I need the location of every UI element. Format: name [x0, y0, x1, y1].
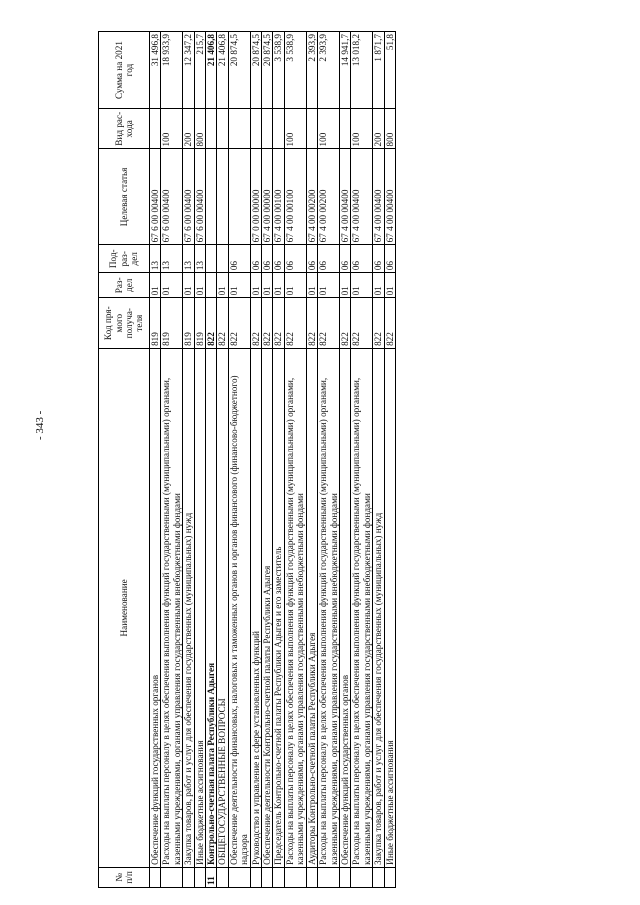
- cell-recipient: 819: [194, 298, 205, 349]
- cell-name: Обеспечение деятельности финансовых, налоговых и таможенных органов и органов финансового (финансово-бюджетного) надзора: [228, 348, 250, 867]
- cell-vid: [228, 109, 250, 149]
- cell-target: 67 6 00 00400: [183, 149, 194, 245]
- cell-name: Руководство и управление в сфере установленных функций: [250, 348, 261, 867]
- table-row: [228, 32, 250, 888]
- table-row: [262, 32, 273, 888]
- table-row: [194, 32, 205, 888]
- cell-podrazdel: 06: [284, 245, 306, 273]
- cell-vid: 100: [318, 109, 340, 149]
- cell-razdel: 01: [262, 273, 273, 298]
- header-vid: Вид рас-хода: [99, 109, 150, 149]
- cell-podrazdel: 13: [161, 245, 183, 273]
- cell-vid: 200: [183, 109, 194, 149]
- cell-target: 67 4 00 00100: [284, 149, 306, 245]
- cell-recipient: 822: [384, 298, 395, 349]
- cell-name: Закупка товаров, работ и услуг для обеспечения государственных (муниципальных) нужд: [373, 348, 384, 867]
- cell-recipient: 822: [273, 298, 284, 349]
- table-row: [183, 32, 194, 888]
- cell-sum: 215,7: [194, 32, 205, 109]
- cell-sum: 14 941,7: [339, 32, 350, 109]
- cell-recipient: 822: [306, 298, 317, 349]
- cell-vid: [273, 109, 284, 149]
- cell-num: [150, 867, 161, 887]
- header-num: № п/п: [99, 867, 150, 887]
- cell-num: [161, 867, 183, 887]
- cell-recipient: 822: [318, 298, 340, 349]
- cell-podrazdel: [217, 245, 228, 273]
- table-row: [273, 32, 284, 888]
- table-row: [384, 32, 395, 888]
- cell-num: [351, 867, 373, 887]
- cell-recipient: 819: [150, 298, 161, 349]
- table-row: [150, 32, 161, 888]
- cell-sum: 51,8: [384, 32, 395, 109]
- cell-podrazdel: 06: [306, 245, 317, 273]
- cell-podrazdel: 06: [262, 245, 273, 273]
- cell-recipient: 819: [161, 298, 183, 349]
- table-row: [373, 32, 384, 888]
- cell-razdel: 01: [273, 273, 284, 298]
- header-target: Целевая статья: [99, 149, 150, 245]
- cell-razdel: 01: [183, 273, 194, 298]
- cell-target: 67 4 00 00400: [384, 149, 395, 245]
- cell-sum: 1 871,7: [373, 32, 384, 109]
- cell-sum: 3 538,9: [284, 32, 306, 109]
- cell-num: [217, 867, 228, 887]
- cell-name: Расходы на выплаты персоналу в целях обеспечения выполнения функций государственными (муниципальными) органами, казенными учреждениями, органами управления государственными внебюджетными фондами: [351, 348, 373, 867]
- cell-sum: 2 393,9: [306, 32, 317, 109]
- cell-razdel: 01: [228, 273, 250, 298]
- cell-podrazdel: 06: [228, 245, 250, 273]
- table-row: [161, 32, 183, 888]
- cell-podrazdel: 13: [150, 245, 161, 273]
- cell-num: [262, 867, 273, 887]
- cell-num: [339, 867, 350, 887]
- cell-razdel: 01: [384, 273, 395, 298]
- cell-sum: 20 874,5: [262, 32, 273, 109]
- cell-vid: [206, 109, 217, 149]
- cell-num: [183, 867, 194, 887]
- cell-razdel: 01: [150, 273, 161, 298]
- cell-num: [318, 867, 340, 887]
- budget-table: [98, 31, 396, 888]
- cell-num: [273, 867, 284, 887]
- cell-target: 67 6 00 00400: [161, 149, 183, 245]
- cell-recipient: 822: [206, 298, 217, 349]
- header-podrazdel: Под-раз-дел: [99, 245, 150, 273]
- cell-name: Обеспечение функций государственных органов: [339, 348, 350, 867]
- cell-name: Расходы на выплаты персоналу в целях обеспечения выполнения функций государственными (муниципальными) органами, казенными учреждениями, органами управления государственными внебюджетными фондами: [318, 348, 340, 867]
- cell-target: 67 4 00 00200: [318, 149, 340, 245]
- cell-vid: [339, 109, 350, 149]
- cell-razdel: 01: [318, 273, 340, 298]
- cell-recipient: 822: [339, 298, 350, 349]
- table-row: [217, 32, 228, 888]
- cell-num: [384, 867, 395, 887]
- table-row: [306, 32, 317, 888]
- header-sum: Сумма на 2021 год: [99, 32, 150, 109]
- table-row: [284, 32, 306, 888]
- cell-target: 67 4 00 00100: [273, 149, 284, 245]
- cell-vid: [150, 109, 161, 149]
- table-row: [351, 32, 373, 888]
- cell-num: [306, 867, 317, 887]
- cell-name: Расходы на выплаты персоналу в целях обеспечения выполнения функций государственными (муниципальными) органами, казенными учреждениями, органами управления государственными внебюджетными фондами: [284, 348, 306, 867]
- cell-vid: [306, 109, 317, 149]
- header-recipient: Код пря-мого получа-теля: [99, 298, 150, 349]
- cell-num: [373, 867, 384, 887]
- cell-target: 67 4 00 00400: [339, 149, 350, 245]
- table-row: [250, 32, 261, 888]
- cell-target: 67 0 00 00000: [250, 149, 261, 245]
- cell-podrazdel: 06: [351, 245, 373, 273]
- cell-vid: 100: [284, 109, 306, 149]
- cell-vid: 800: [384, 109, 395, 149]
- cell-name: Контрольно-счетная палата Республики Адыгея: [206, 348, 217, 867]
- cell-name: Закупка товаров, работ и услуг для обеспечения государственных (муниципальных) нужд: [183, 348, 194, 867]
- cell-podrazdel: 06: [384, 245, 395, 273]
- cell-razdel: 01: [161, 273, 183, 298]
- cell-num: [284, 867, 306, 887]
- cell-podrazdel: 06: [339, 245, 350, 273]
- cell-name: Обеспечение функций государственных органов: [150, 348, 161, 867]
- cell-num: [250, 867, 261, 887]
- cell-podrazdel: 06: [373, 245, 384, 273]
- cell-recipient: 822: [217, 298, 228, 349]
- cell-sum: 21 406,8: [217, 32, 228, 109]
- cell-sum: 31 496,8: [150, 32, 161, 109]
- cell-razdel: 01: [217, 273, 228, 298]
- cell-target: 67 4 00 00400: [351, 149, 373, 245]
- cell-name: Аудиторы Контрольно-счетной палаты Республики Адыгея: [306, 348, 317, 867]
- cell-vid: [262, 109, 273, 149]
- cell-podrazdel: 06: [250, 245, 261, 273]
- cell-name: Иные бюджетные ассигнования: [194, 348, 205, 867]
- header-name: Наименование: [99, 348, 150, 867]
- cell-vid: [250, 109, 261, 149]
- cell-razdel: [206, 273, 217, 298]
- cell-vid: 200: [373, 109, 384, 149]
- cell-num: [194, 867, 205, 887]
- cell-num: 11: [206, 867, 217, 887]
- cell-name: ОБЩЕГОСУДАРСТВЕННЫЕ ВОПРОСЫ: [217, 348, 228, 867]
- cell-sum: 21 406,8: [206, 32, 217, 109]
- cell-recipient: 822: [262, 298, 273, 349]
- cell-num: [228, 867, 250, 887]
- cell-razdel: 01: [339, 273, 350, 298]
- cell-vid: [217, 109, 228, 149]
- cell-podrazdel: 13: [194, 245, 205, 273]
- cell-name: Иные бюджетные ассигнования: [384, 348, 395, 867]
- cell-target: [217, 149, 228, 245]
- cell-podrazdel: 06: [273, 245, 284, 273]
- cell-podrazdel: [206, 245, 217, 273]
- cell-recipient: 819: [183, 298, 194, 349]
- cell-recipient: 822: [228, 298, 250, 349]
- cell-target: 67 6 00 00400: [194, 149, 205, 245]
- cell-target: 67 4 00 00400: [373, 149, 384, 245]
- cell-target: 67 6 00 00400: [150, 149, 161, 245]
- cell-recipient: 822: [373, 298, 384, 349]
- cell-sum: 20 874,5: [228, 32, 250, 109]
- cell-name: Расходы на выплаты персоналу в целях обеспечения выполнения функций государственными (муниципальными) органами, казенными учреждениями, органами управления государственными внебюджетными фондами: [161, 348, 183, 867]
- cell-razdel: 01: [373, 273, 384, 298]
- cell-target: [228, 149, 250, 245]
- cell-vid: 100: [161, 109, 183, 149]
- cell-target: 67 4 00 00200: [306, 149, 317, 245]
- cell-name: Обеспечение деятельности Контрольно-счетной палаты Республики Адыгея: [262, 348, 273, 867]
- cell-sum: 18 933,9: [161, 32, 183, 109]
- cell-razdel: 01: [284, 273, 306, 298]
- cell-sum: 3 538,9: [273, 32, 284, 109]
- table-header-row: [99, 32, 150, 888]
- cell-recipient: 822: [250, 298, 261, 349]
- cell-podrazdel: 06: [318, 245, 340, 273]
- cell-recipient: 822: [284, 298, 306, 349]
- cell-razdel: 01: [250, 273, 261, 298]
- cell-sum: 20 874,5: [250, 32, 261, 109]
- cell-razdel: 01: [351, 273, 373, 298]
- header-razdel: Раз-дел: [99, 273, 150, 298]
- cell-sum: 13 018,2: [351, 32, 373, 109]
- cell-sum: 2 393,9: [318, 32, 340, 109]
- cell-target: 67 4 00 00000: [262, 149, 273, 245]
- table-body: [150, 32, 396, 888]
- cell-name: Председатель Контрольно-счетной палаты Республики Адыгея и его заместитель: [273, 348, 284, 867]
- cell-vid: 100: [351, 109, 373, 149]
- table-row: [318, 32, 340, 888]
- cell-sum: 12 347,2: [183, 32, 194, 109]
- cell-podrazdel: 13: [183, 245, 194, 273]
- table-row: [206, 32, 217, 888]
- table-row: [339, 32, 350, 888]
- budget-sheet: [98, 31, 586, 888]
- cell-razdel: 01: [194, 273, 205, 298]
- page-number: - 343 -: [34, 410, 46, 440]
- cell-vid: 800: [194, 109, 205, 149]
- cell-razdel: 01: [306, 273, 317, 298]
- cell-target: [206, 149, 217, 245]
- cell-recipient: 822: [351, 298, 373, 349]
